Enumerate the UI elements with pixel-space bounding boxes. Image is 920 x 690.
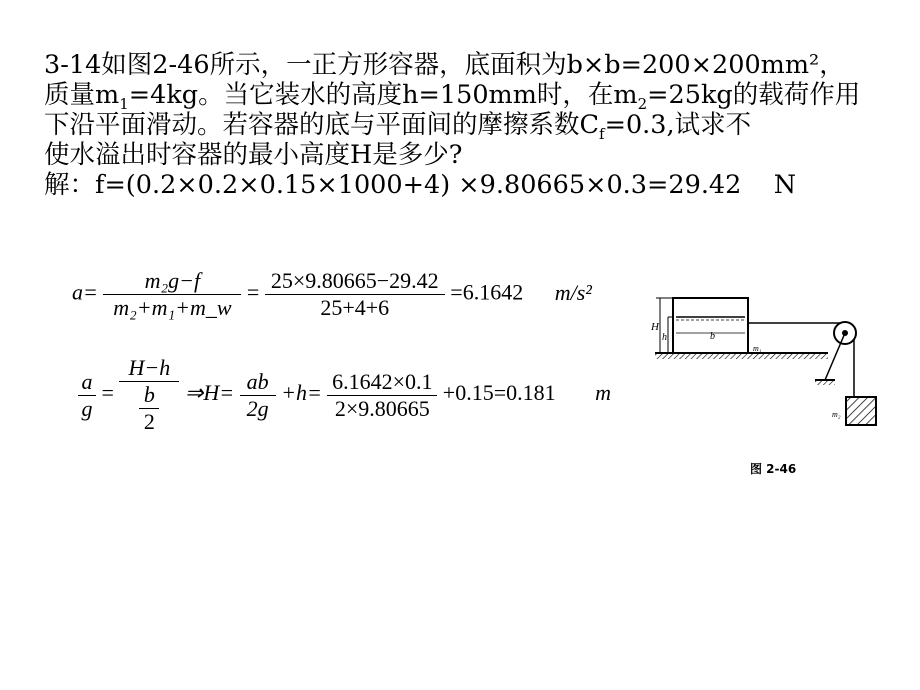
solution-line-friction: 解：f=(0.2×0.2×0.15×1000+4) ×9.80665×0.3=29.42 N xyxy=(44,170,797,200)
eq2-a-over-g: $\frac{a}{g}$ xyxy=(78,369,96,422)
problem-line-3: 下沿平面滑动。若容器的底与平面间的摩擦系数$C_f=0.3$,试求不 xyxy=(44,110,752,143)
problem-line-4: 使水溢出时容器的最小高度H是多少? xyxy=(44,140,463,170)
eq1-numeric-fraction: $\frac{25\times 9.80665-29.42}{25+4+6}$ xyxy=(265,268,445,321)
label-m1: m₁ xyxy=(753,344,762,353)
eq1-lhs: a= xyxy=(72,279,98,305)
eq1-result: =6.1642 xyxy=(450,279,524,305)
equation-acceleration: a= $\frac{\text{m₂g−f}}{\text{m₂+m₁+m\_w}}$ = $\frac{25\times 9.80665-29.42}{25+4+6}$ =6.1642 m/s² xyxy=(72,268,592,320)
eq2-ab-over-2g: $\frac{ab}{2g}$ xyxy=(240,369,276,422)
problem-statement xyxy=(44,50,904,200)
eq2-unit: m xyxy=(595,380,612,406)
label-m2: m₂ xyxy=(832,410,841,419)
equation-height: $\frac{a}{g}$ = $\frac{H-h}{\frac{b}{2}}$ ⇒H= $\frac{ab}{2g}$ +h= $\frac{6.1642\times 0.1}{2\times 9.80665}$ +0.15=0.181 m xyxy=(78,355,611,435)
container-outline xyxy=(673,298,748,353)
eq2-numeric-fraction: $\frac{6.1642\times 0.1}{2\times 9.80665}$ xyxy=(327,369,437,422)
eq1-unit: m/s² xyxy=(554,279,592,305)
hanging-mass xyxy=(846,397,876,425)
eq2-result: +0.15=0.181 xyxy=(442,380,556,406)
eq2-implies: ⇒H= xyxy=(184,380,235,406)
eq1-symbolic-fraction: $\frac{\text{m₂g−f}}{\text{m₂+m₁+m\_w}}$ xyxy=(103,268,241,321)
eq2-hh-over-halfb: $\frac{H-h}{\frac{b}{2}}$ xyxy=(119,355,179,435)
label-h: h xyxy=(662,332,667,343)
figure-diagram xyxy=(640,285,880,485)
problem-line-1: 3-14如图2-46所示，一正方形容器，底面积为b×b=200×200mm²， xyxy=(44,50,845,80)
problem-line-2: 质量$m_1=4kg$。当它装水的高度h=150mm时，在$m_2=25kg$的载荷作用 xyxy=(44,80,861,113)
figure-caption: 图 2-46 xyxy=(750,462,797,476)
figure-container-on-slope xyxy=(640,285,880,485)
label-H: H xyxy=(651,321,659,333)
eq2-plus-h: +h= xyxy=(281,380,322,406)
label-b: b xyxy=(710,331,715,342)
